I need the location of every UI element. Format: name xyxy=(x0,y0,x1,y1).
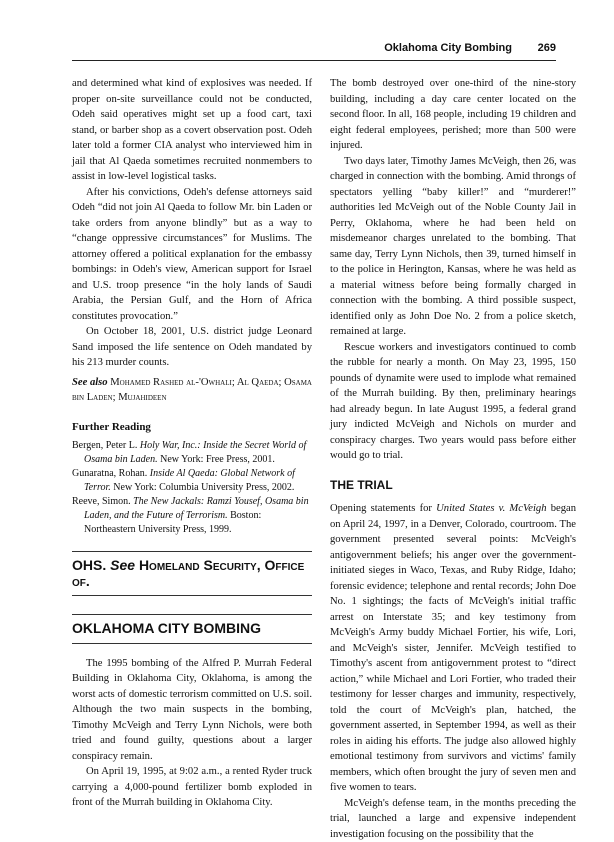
okc-entry xyxy=(72,614,312,644)
reading-item: Reeve, Simon. The New Jackals: Ramzi Yousef, Osama bin Laden, and the Future of Terrorism. Boston: Northeastern University Press, 1999. xyxy=(72,495,312,537)
running-title: Oklahoma City Bombing xyxy=(384,42,512,54)
paragraph: After his convictions, Odeh's defense attorneys said Odeh “did not join Al Qaeda to follow Mr. bin Laden or take orders from anyone blindly” but as a way to “change oppressive circumstances” for Muslims. The attorney offered a political explanation for the embassy bombings: in Odeh's view, American support for Israel and U.S. troop presence “in the holy lands of Saudi Arabia, the Persian Gulf, and the Horn of Africa constitutes provocation.” xyxy=(72,185,312,325)
running-header xyxy=(72,42,556,58)
entry-heading: OHS. See Homeland Security, Office of. xyxy=(72,558,312,589)
ohs-entry xyxy=(72,551,312,596)
paragraph: McVeigh's defense team, in the months preceding the trial, launched a large and expensive independent investigation focusing on the possibility that the xyxy=(330,796,576,842)
paragraph: Opening statements for United States v. McVeigh began on April 24, 1997, in a Denver, Colorado, courtroom. The government presented several points: McVeigh's antigovernment beliefs; his anger over the government-initiated sieges in Waco, Texas, and Ruby Ridge, Idaho; forensic evidence; telephone and rental records; John Doe No. 1 sightings; the facts of McVeigh's initial traffic arrest on Interstate 35; and key testimony from McVeigh's Army buddy Michael Fortier, his wife, Lori, and McVeigh's sister, Jennifer. McVeigh testified to Timothy's ascent from antigovernment protest to “direct action,” while Michael and Lori Fortier, who traded their testimony for lesser charges and immunity, respectively, told the court of McVeigh's plan, hatched, the government asserted, in September 1994, as well as their roles in aiding his efforts. The judge also allowed highly emotional testimony from survivors and victims' family members, which often brought the jury of seven men and five women to tears. xyxy=(330,501,576,796)
left-column xyxy=(72,76,312,811)
section-heading: THE TRIAL xyxy=(330,478,576,494)
see-also xyxy=(72,375,312,406)
paragraph: The bomb destroyed over one-third of the nine-story building, including a day care center located on the second floor. In all, 168 people, including 19 children and eight federal employees, perished; more than 500 were injured. xyxy=(330,76,576,154)
reading-item: Bergen, Peter L. Holy War, Inc.: Inside the Secret World of Osama bin Laden. New York: Free Press, 2001. xyxy=(72,439,312,467)
see-also-links[interactable]: Mohamed Rashed al-'Owhali; Al Qaeda; Osama bin Laden; Mujahideen xyxy=(72,377,312,404)
paragraph: Two days later, Timothy James McVeigh, then 26, was charged in connection with the bombing. Amid throngs of spectators yelling “baby killer!” and “murderer!” authorities led McVeigh out of the Noble County Jail in Perry, Oklahoma, where he had been held on misdemeanor charges unrelated to the bombing. That same day, Terry Lynn Nichols, then 39, turned himself in to the police in Herington, Kansas, where he was held as a material witness before being formally charged in connection with the bombing. A third possible suspect, identified only as John Doe No. 2 from a police sketch, remained at large. xyxy=(330,154,576,340)
entry-heading: OKLAHOMA CITY BOMBING xyxy=(72,621,312,637)
page-number: 269 xyxy=(538,42,556,54)
paragraph: The 1995 bombing of the Alfred P. Murrah Federal Building in Oklahoma City, Oklahoma, is among the worst acts of domestic terrorism committed on U.S. soil. Although the two main suspects in the bombing, Timothy McVeigh and Terry Lynn Nichols, were both tried and found guilty, questions about a larger conspiracy remain. xyxy=(72,656,312,765)
right-column xyxy=(330,76,576,842)
paragraph: On April 19, 1995, at 9:02 a.m., a rented Ryder truck carrying a 4,000-pound fertilizer bomb exploded in front of the Murrah building in Oklahoma City. xyxy=(72,764,312,811)
reading-item: Gunaratna, Rohan. Inside Al Qaeda: Global Network of Terror. New York: Columbia University Press, 2002. xyxy=(72,467,312,495)
further-reading-heading: Further Reading xyxy=(72,420,312,436)
header-rule xyxy=(72,60,556,61)
paragraph: and determined what kind of explosives was needed. If proper on-site surveillance could not be conducted, Odeh said operatives might set up a food cart, taxi stand, or barber shop as a covert observation post. Odeh later told a former CIA analyst who interviewed him in jail that Al Qaeda sometimes recruited nonmembers to assist in low-level logistical tasks. xyxy=(72,76,312,185)
paragraph: Rescue workers and investigators continued to comb the rubble for nearly a month. On May 23, 1995, 150 pounds of dynamite were used to implode what remained of the Murrah building. By then, preliminary hearings had already begun. In late August 1995, a federal grand jury indicted McVeigh and Nichols on murder and conspiracy charges. Two years would pass before either would go to trial. xyxy=(330,340,576,464)
paragraph: On October 18, 2001, U.S. district judge Leonard Sand imposed the life sentence on Odeh mandated by his 213 murder counts. xyxy=(72,324,312,371)
see-also-label: See also xyxy=(72,377,108,388)
cross-reference-link[interactable]: Homeland Security, Office of. xyxy=(72,557,304,589)
